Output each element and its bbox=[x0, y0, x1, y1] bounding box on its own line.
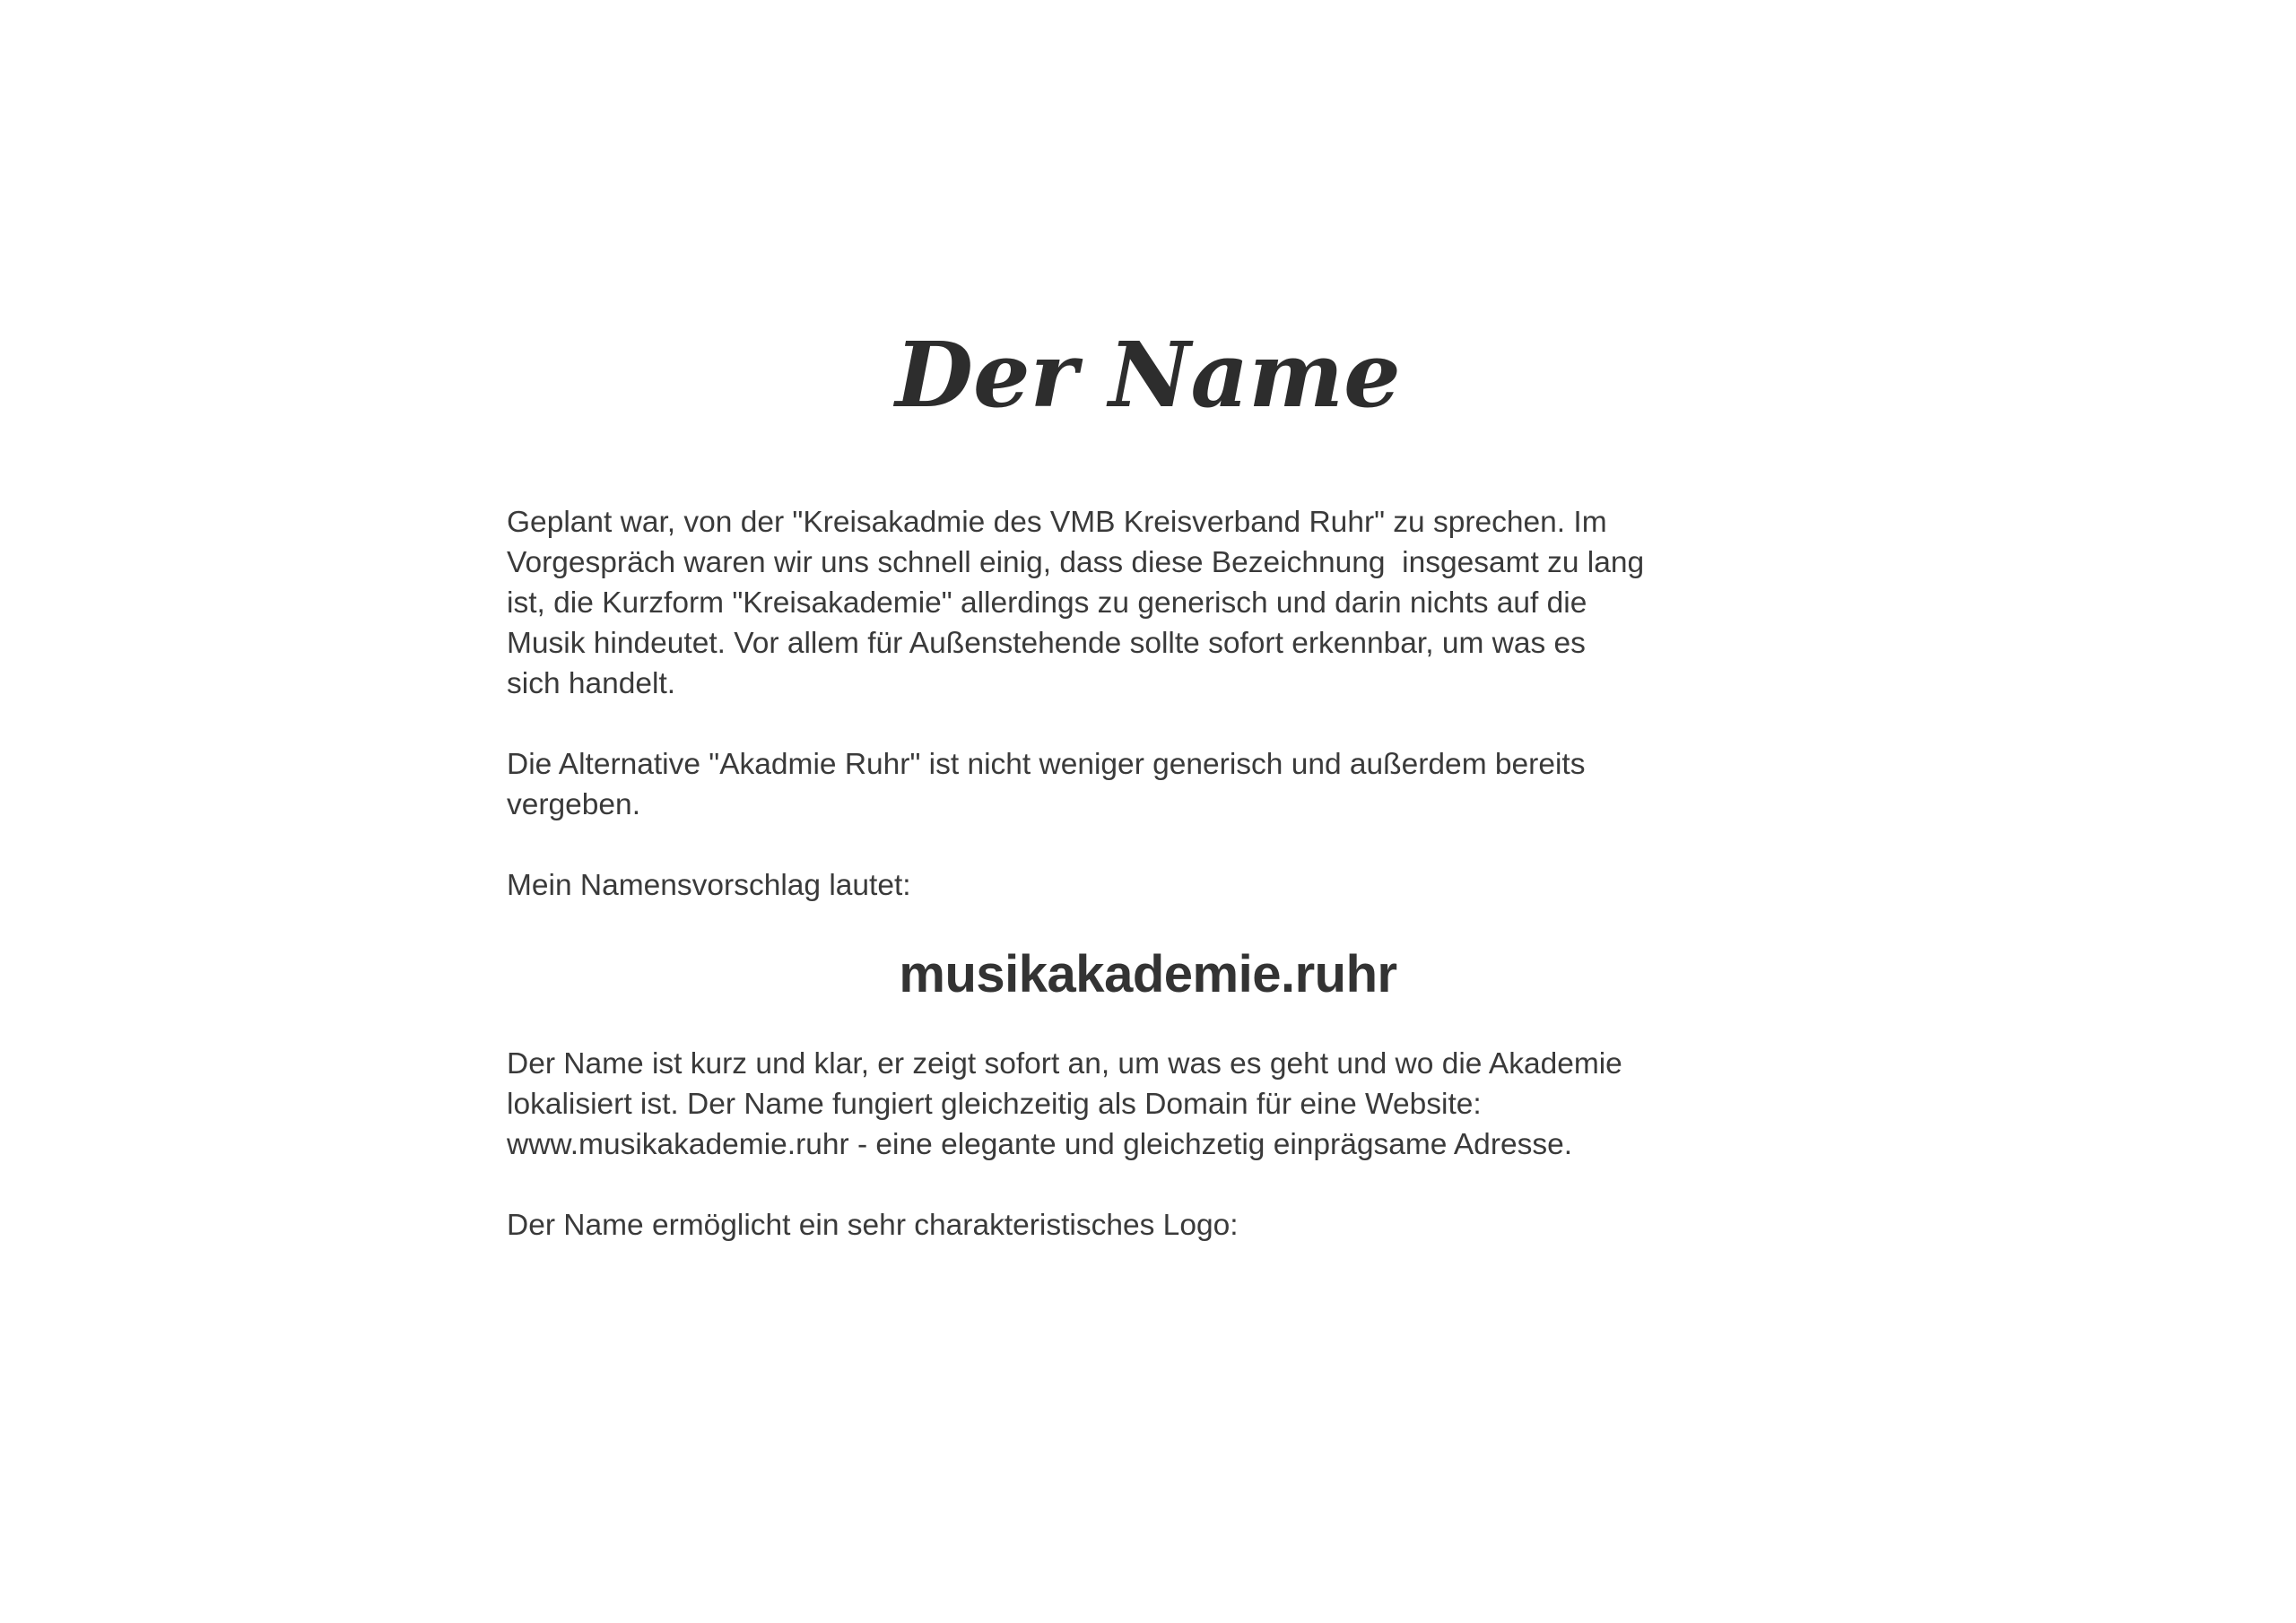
paragraph-alternative-name: Die Alternative "Akadmie Ruhr" ist nicht weniger generisch und außerdem bereits vergeben. bbox=[507, 748, 1586, 821]
paragraph-proposal-intro: Mein Namensvorschlag lautet: bbox=[507, 869, 911, 902]
page-title: Der Name bbox=[895, 322, 1401, 428]
proposed-domain-name: musikakademie.ruhr bbox=[899, 945, 1397, 1003]
document-page bbox=[507, 0, 1789, 1245]
paragraph-domain-benefits: Der Name ist kurz und klar, er zeigt sofort an, um was es geht und wo die Akademie lokalisiert ist. Der Name fungiert gleichzeitig als Domain für eine Website: www.musikakademie.ruhr - eine elegante und gleichzetig einprägsame Adresse. bbox=[507, 1047, 1622, 1161]
paragraph-naming-plan: Geplant war, von der "Kreisakadmie des VMB Kreisverband Ruhr" zu sprechen. Im Vorgespräch waren wir uns schnell einig, dass diese Bezeichnung insgesamt zu lang ist, die Kurzform "Kreisakademie" allerdings zu generisch und darin nichts auf die Musik hindeutet. Vor allem für Außenstehende sollte sofort erkennbar, um was es sich handelt. bbox=[507, 506, 1645, 700]
paragraph-logo-intro: Der Name ermöglicht ein sehr charakteristisches Logo: bbox=[507, 1209, 1239, 1242]
